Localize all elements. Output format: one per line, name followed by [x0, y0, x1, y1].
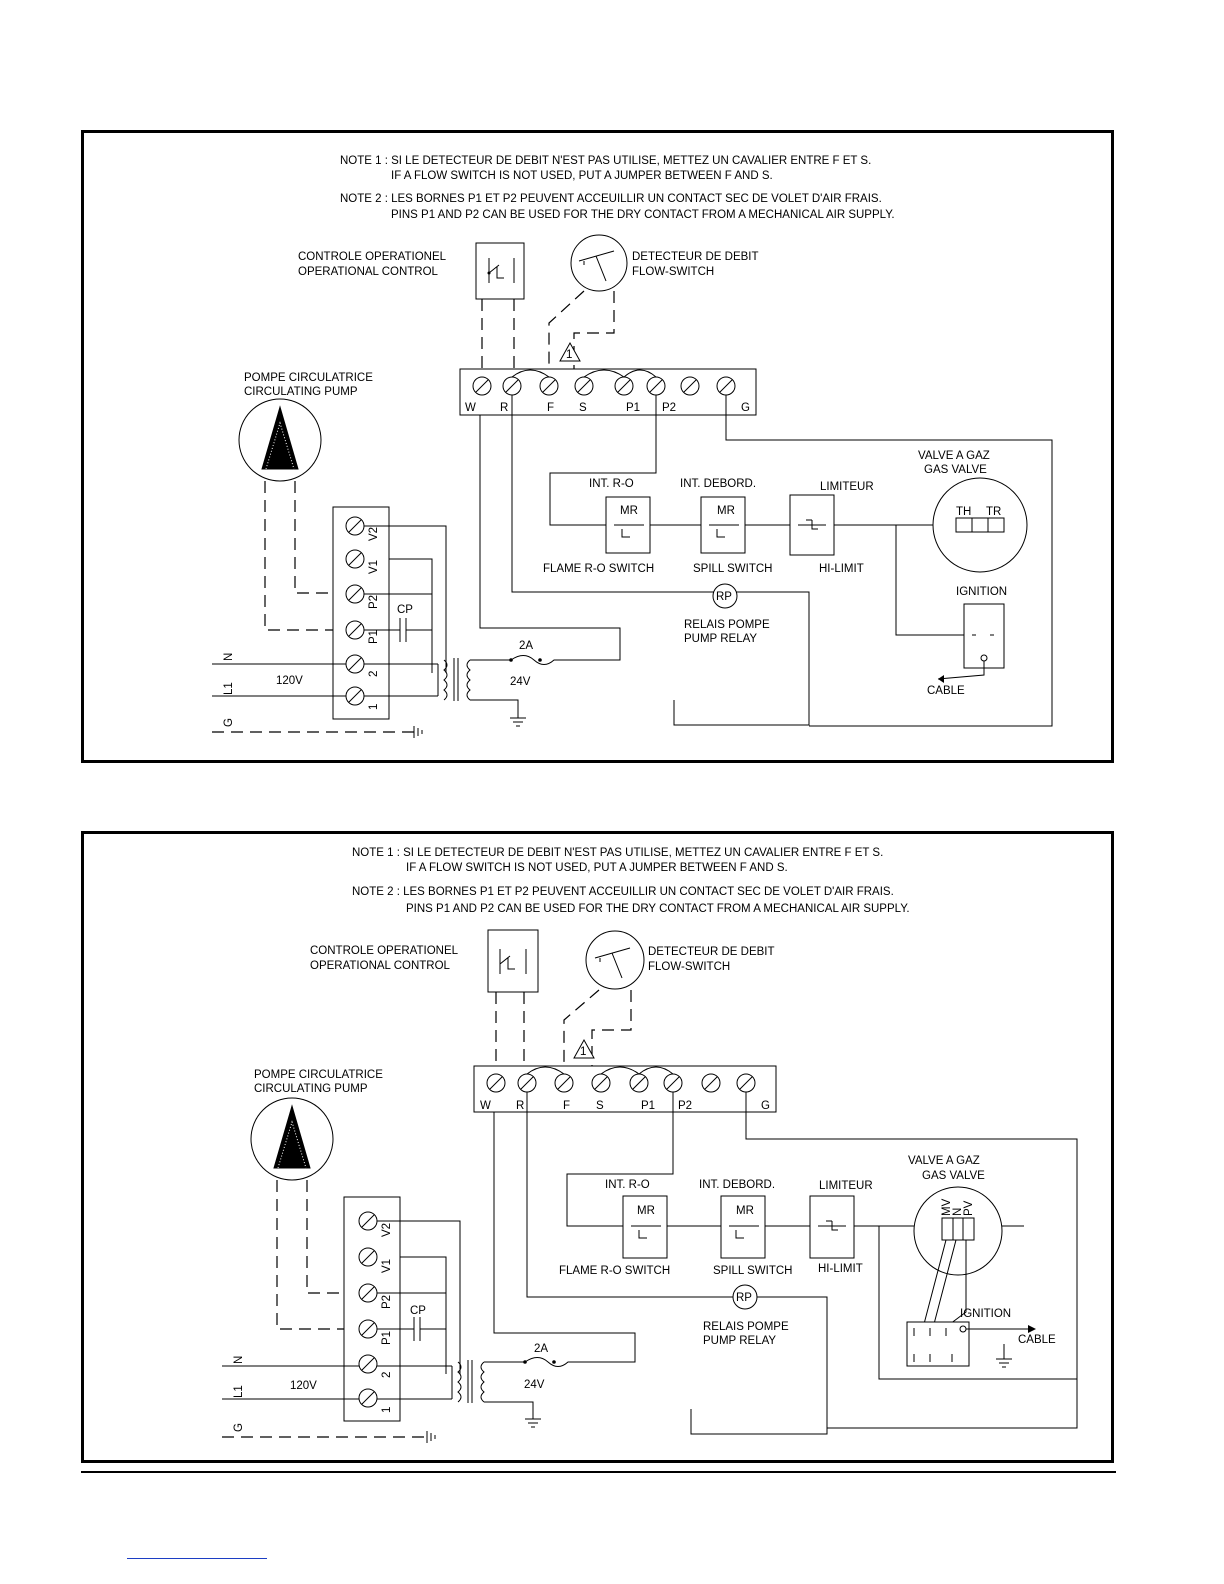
flow-switch-wiring — [549, 291, 614, 373]
svg-text:RP: RP — [716, 591, 732, 603]
pump-label-fr: POMPE CIRCULATRICE — [244, 372, 373, 384]
spill-switch-label: SPILL SWITCH — [713, 1265, 793, 1277]
capacitor-label: CP — [397, 604, 413, 616]
note-1-en: IF A FLOW SWITCH IS NOT USED, PUT A JUMPER BETWEEN F AND S. — [391, 170, 773, 182]
fuse-rating: 2A — [519, 640, 534, 652]
flow-switch — [586, 931, 644, 989]
note-ref-triangle — [574, 1040, 594, 1058]
note-1-en: IF A FLOW SWITCH IS NOT USED, PUT A JUMPER BETWEEN F AND S. — [406, 862, 788, 874]
svg-text:1: 1 — [566, 349, 573, 361]
fuse-2a — [480, 415, 620, 665]
page-footer-rule — [81, 1471, 1116, 1473]
terminal-S: S — [579, 402, 587, 414]
terminal-P2: P2 — [678, 1100, 693, 1112]
terminal-P2-left: P2 — [381, 1294, 393, 1309]
pump-relay-label-en: PUMP RELAY — [703, 1335, 777, 1347]
note-1-fr: NOTE 1 : SI LE DETECTEUR DE DEBIT N'EST PAS UTILISE, METTEZ UN CAVALIER ENTRE F ET S. — [340, 155, 872, 167]
int-ro-label: INT. R-O — [605, 1179, 650, 1191]
fuse-rating: 2A — [534, 1343, 549, 1355]
power-L1: L1 — [233, 1385, 245, 1398]
flame-ro-switch-label: FLAME R-O SWITCH — [543, 563, 655, 575]
limiteur-label: LIMITEUR — [820, 481, 874, 493]
operational-control-label-en: OPERATIONAL CONTROL — [310, 960, 450, 972]
note-ref-triangle — [560, 343, 580, 361]
voltage-120v: 120V — [276, 675, 303, 687]
terminal-P1-left: P1 — [368, 629, 380, 644]
pump-relay — [733, 1285, 757, 1309]
flow-switch-label-en: FLOW-SWITCH — [632, 266, 715, 278]
flow-switch-label-fr: DETECTEUR DE DEBIT — [648, 946, 775, 958]
note-2-fr: NOTE 2 : LES BORNES P1 ET P2 PEUVENT ACCEUILLIR UN CONTACT SEC DE VOLET D'AIR FRAIS. — [340, 193, 882, 205]
power-N: N — [233, 1355, 245, 1364]
pump-relay-label-fr: RELAIS POMPE — [703, 1321, 789, 1333]
pump-wiring — [265, 481, 344, 630]
ground-symbol-transformer — [510, 718, 526, 726]
terminal-2: 2 — [368, 670, 380, 677]
terminal-1: 1 — [381, 1406, 393, 1413]
secondary-voltage: 24V — [510, 676, 531, 688]
op-control-wiring — [496, 992, 524, 1070]
power-L1: L1 — [223, 682, 235, 695]
top-terminal-strip — [474, 1066, 776, 1112]
cable-label: CABLE — [1018, 1334, 1056, 1346]
svg-text:MV: MV — [941, 1198, 953, 1216]
terminal-P1: P1 — [626, 402, 641, 414]
left-terminal-strip — [333, 507, 389, 719]
note-2-en: PINS P1 AND P2 CAN BE USED FOR THE DRY CONTACT FROM A MECHANICAL AIR SUPPLY. — [406, 903, 910, 915]
flow-switch-label-fr: DETECTEUR DE DEBIT — [632, 251, 759, 263]
power-G: G — [233, 1423, 245, 1432]
secondary-voltage: 24V — [524, 1379, 545, 1391]
hi-limit-label: HI-LIMIT — [818, 1263, 863, 1275]
terminal-P2-left: P2 — [368, 594, 380, 609]
circulating-pump — [239, 399, 321, 481]
relay-wire-R — [527, 1092, 827, 1434]
pump-wiring — [277, 1180, 354, 1329]
terminal-2: 2 — [381, 1371, 393, 1378]
terminal-W: W — [480, 1100, 491, 1112]
pump-label-en: CIRCULATING PUMP — [244, 386, 358, 398]
spill-switch-label: SPILL SWITCH — [693, 563, 773, 575]
operational-control-switch — [476, 243, 524, 299]
flow-switch-label-en: FLOW-SWITCH — [648, 961, 731, 973]
operational-control-label-fr: CONTROLE OPERATIONEL — [310, 945, 459, 957]
terminal-S: S — [596, 1100, 604, 1112]
capacitor-label: CP — [410, 1305, 426, 1317]
terminal-1: 1 — [368, 703, 380, 710]
ground-symbol-left — [427, 1431, 435, 1443]
flame-ro-switch-label: FLAME R-O SWITCH — [559, 1265, 671, 1277]
operational-control-switch — [488, 930, 538, 992]
svg-text:1: 1 — [580, 1046, 587, 1058]
gas-valve — [933, 478, 1027, 572]
ignition-label: IGNITION — [960, 1308, 1012, 1320]
note-2-en: PINS P1 AND P2 CAN BE USED FOR THE DRY CONTACT FROM A MECHANICAL AIR SUPPLY. — [391, 209, 895, 221]
circulating-pump — [251, 1098, 333, 1180]
svg-text:N: N — [952, 1207, 964, 1216]
wiring-diagram-1 — [81, 130, 1114, 763]
voltage-120v: 120V — [290, 1380, 317, 1392]
terminal-V1: V1 — [368, 559, 380, 574]
fuse-2a — [494, 1112, 635, 1367]
control-wiring — [567, 1092, 1077, 1428]
mr-label-1: MR — [620, 505, 638, 517]
ground-symbol-left — [414, 726, 422, 738]
terminal-V1: V1 — [381, 1258, 393, 1273]
pump-label-en: CIRCULATING PUMP — [254, 1083, 368, 1095]
terminal-F: F — [547, 402, 555, 414]
svg-text:RP: RP — [736, 1292, 752, 1304]
pump-relay-label-en: PUMP RELAY — [684, 633, 758, 645]
svg-text:TR: TR — [986, 506, 1002, 518]
terminal-G: G — [741, 402, 750, 414]
gas-valve-label-fr: VALVE A GAZ — [908, 1155, 980, 1167]
wiring-schematic-2 — [84, 834, 1111, 1461]
gas-valve — [914, 1187, 1002, 1324]
terminal-V2: V2 — [368, 526, 380, 541]
terminal-V2: V2 — [381, 1222, 393, 1237]
top-terminal-strip — [460, 369, 756, 415]
terminal-P2: P2 — [662, 402, 677, 414]
ignition-module — [907, 1322, 1036, 1367]
hi-limit-label: HI-LIMIT — [819, 563, 864, 575]
wiring-diagram-2 — [81, 831, 1114, 1463]
flow-switch — [571, 235, 627, 291]
svg-text:TH: TH — [956, 506, 972, 518]
int-ro-label: INT. R-O — [589, 478, 634, 490]
ignition-module — [938, 604, 1004, 683]
operational-control-label-en: OPERATIONAL CONTROL — [298, 266, 438, 278]
terminal-F: F — [563, 1100, 571, 1112]
wiring-schematic-1 — [84, 133, 1111, 760]
limiteur-label: LIMITEUR — [819, 1180, 873, 1192]
cable-label: CABLE — [927, 685, 965, 697]
pump-relay-label-fr: RELAIS POMPE — [684, 619, 770, 631]
ground-symbol-transformer — [525, 1419, 541, 1427]
mr-label-1: MR — [637, 1205, 655, 1217]
mr-label-2: MR — [717, 505, 735, 517]
gas-valve-label-en: GAS VALVE — [924, 464, 987, 476]
int-debord-label: INT. DEBORD. — [699, 1179, 776, 1191]
power-G: G — [223, 718, 235, 727]
terminal-R: R — [516, 1100, 525, 1112]
power-N: N — [223, 652, 235, 661]
mr-label-2: MR — [736, 1205, 754, 1217]
terminal-W: W — [465, 402, 476, 414]
terminal-R: R — [500, 402, 509, 414]
svg-text:PV: PV — [963, 1200, 975, 1216]
int-debord-label: INT. DEBORD. — [680, 478, 757, 490]
note-1-fr: NOTE 1 : SI LE DETECTEUR DE DEBIT N'EST PAS UTILISE, METTEZ UN CAVALIER ENTRE F ET S. — [352, 847, 884, 859]
footer-link-underline[interactable] — [127, 1558, 267, 1559]
left-terminal-strip — [344, 1197, 400, 1421]
op-control-wiring — [482, 299, 514, 373]
relay-wire-R — [512, 395, 809, 725]
terminal-P1-left: P1 — [381, 1330, 393, 1345]
gas-valve-label-fr: VALVE A GAZ — [918, 450, 990, 462]
terminal-G: G — [761, 1100, 770, 1112]
pump-relay — [713, 584, 737, 608]
operational-control-label-fr: CONTROLE OPERATIONEL — [298, 251, 447, 263]
ignition-label: IGNITION — [956, 586, 1008, 598]
pump-label-fr: POMPE CIRCULATRICE — [254, 1069, 383, 1081]
note-2-fr: NOTE 2 : LES BORNES P1 ET P2 PEUVENT ACCEUILLIR UN CONTACT SEC DE VOLET D'AIR FRAIS. — [352, 886, 894, 898]
terminal-P1: P1 — [641, 1100, 656, 1112]
gas-valve-label-en: GAS VALVE — [922, 1170, 985, 1182]
